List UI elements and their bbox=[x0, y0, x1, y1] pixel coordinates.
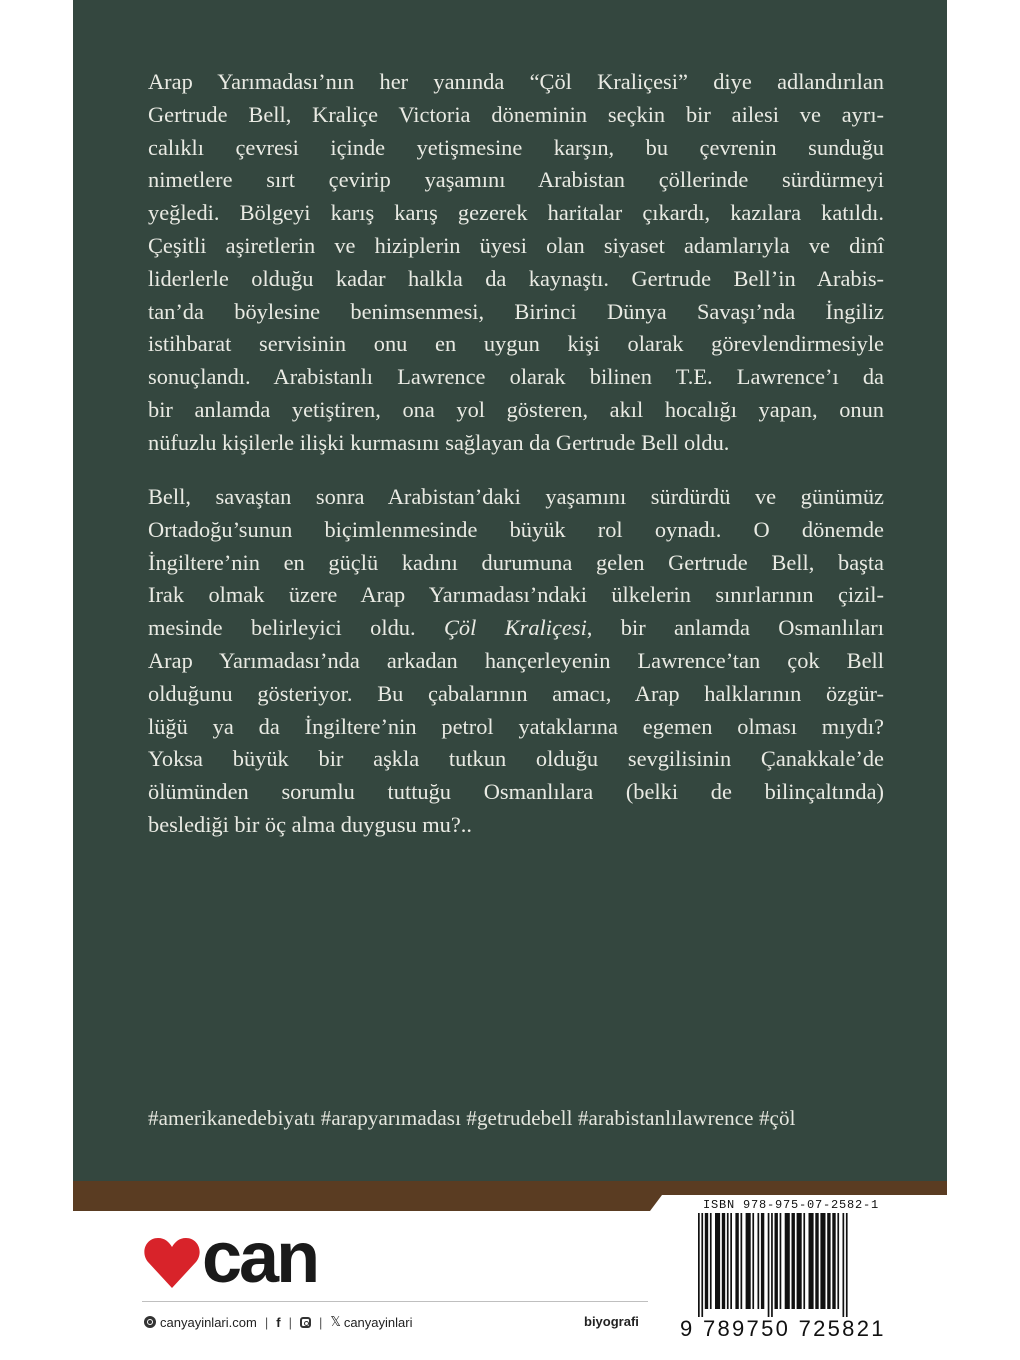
barcode-bar bbox=[780, 1213, 782, 1309]
barcode-bar bbox=[792, 1213, 795, 1309]
globe-icon bbox=[144, 1316, 156, 1328]
text-line: yeğledi. Bölgeyi karış karış gezerek haritalar çıkardı, kazılara katıldı. bbox=[148, 200, 884, 226]
text-line: İngiltere’nin en güçlü kadını durumuna gelen Gertrude Bell, başta bbox=[148, 549, 884, 575]
social-links bbox=[144, 1314, 412, 1330]
instagram-icon[interactable] bbox=[300, 1317, 311, 1328]
barcode-bar bbox=[735, 1213, 738, 1309]
title-suffix: , bir anlamda Osmanlıları bbox=[586, 615, 884, 641]
text-line: Yoksa büyük bir aşkla tutkun olduğu sevgilisinin Çanakkale’de bbox=[148, 746, 884, 772]
title-prefix: mesinde belirleyici oldu. bbox=[148, 615, 444, 641]
barcode-bar bbox=[846, 1213, 848, 1317]
barcode-bar bbox=[820, 1213, 825, 1309]
logo-wordmark: can bbox=[202, 1218, 318, 1298]
publisher-logo bbox=[142, 1218, 342, 1298]
text-line: olduğunu gösteriyor. Bu çabalarının amacı, Arap halklarının özgür- bbox=[148, 680, 884, 706]
text-line: Çeşitli aşiretlerin ve hiziplerin üyesi olan siyaset adamlarıyla ve dinî bbox=[148, 232, 884, 258]
text-line: Irak olmak üzere Arap Yarımadası’ndaki ülkelerin sınırlarının çizil- bbox=[148, 582, 884, 608]
barcode-digits: 9 789750 725821 bbox=[680, 1316, 886, 1341]
barcode-bar bbox=[758, 1213, 760, 1309]
x-twitter-icon: 𝕏 bbox=[330, 1314, 341, 1329]
separator: | bbox=[318, 1314, 323, 1330]
blurb-paragraph-1 bbox=[148, 66, 884, 460]
text-line: lüğü ya da İngiltere’nin petrol yataklarına egemen olması mıydı? bbox=[148, 713, 884, 739]
isbn-label: ISBN 978-975-07-2582-1 bbox=[703, 1198, 880, 1212]
barcode-bar bbox=[809, 1213, 814, 1309]
text-line: bir anlamda yetiştiren, ona yol gösteren, akıl hocalığı yapan, onun bbox=[148, 396, 884, 422]
barcode-bar bbox=[785, 1213, 790, 1309]
hashtags-line: #amerikanedebiyatı #arapyarımadası #getrudebell #arabistanlılawrence #çöl bbox=[148, 1106, 796, 1130]
barcode-bar bbox=[710, 1213, 712, 1309]
facebook-icon[interactable]: f bbox=[276, 1314, 281, 1330]
barcode-bar bbox=[698, 1213, 700, 1317]
barcode-bar bbox=[722, 1213, 725, 1309]
heart-icon bbox=[144, 1238, 199, 1288]
footer-divider bbox=[142, 1301, 648, 1302]
barcode-bar bbox=[815, 1213, 818, 1309]
barcode-bar bbox=[797, 1213, 802, 1309]
text-line: ölümünden sorumlu tuttuğu Osmanlılara (belki de bilinçaltında) bbox=[148, 779, 884, 805]
text-line: Arap Yarımadası’nda arkadan hançerleyenin Lawrence’tan çok Bell bbox=[148, 647, 884, 673]
separator: | bbox=[288, 1314, 292, 1330]
website-link[interactable]: canyayinlari.com bbox=[160, 1314, 257, 1330]
text-line: calıklı çevresi içinde yetişmesine karşın, bu çevrenin sunduğu bbox=[148, 134, 884, 160]
separator: | bbox=[264, 1314, 269, 1330]
barcode-bar bbox=[701, 1213, 703, 1317]
genre-label: biyografi bbox=[584, 1314, 639, 1329]
barcode-bar bbox=[768, 1213, 770, 1317]
text-line: tan’da böylesine benimsenmesi, Birinci Dünya Savaşı’nda İngiliz bbox=[148, 298, 884, 324]
blurb-paragraph-2 bbox=[148, 481, 884, 842]
text-line: beslediği bir öç alma duygusu mu?.. bbox=[148, 811, 472, 837]
text-line: istihbarat servisinin onu en uygun kişi olarak görevlendirmesiyle bbox=[148, 331, 884, 357]
text-line: Ortadoğu’sunun biçimlenmesinde büyük rol oynadı. O dönemde bbox=[148, 516, 884, 542]
text-line: liderlerle olduğu kadar halkla da kaynaştı. Gertrude Bell’in Arabis- bbox=[148, 265, 884, 291]
barcode-bar bbox=[832, 1213, 835, 1309]
barcode-bar bbox=[761, 1213, 764, 1309]
text-line: sonuçlandı. Arabistanlı Lawrence olarak bilinen T.E. Lawrence’ı da bbox=[148, 364, 884, 390]
text-line: nimetlere sırt çevirip yaşamını Arabistan çöllerinde sürdürmeyi bbox=[148, 167, 884, 193]
text-line-with-title bbox=[148, 612, 884, 645]
barcode-bar bbox=[843, 1213, 845, 1317]
barcode-bar bbox=[771, 1213, 773, 1317]
barcode-bar bbox=[715, 1213, 720, 1309]
text-line: Bell, savaştan sonra Arabistan’daki yaşamını sürdürdü ve günümüz bbox=[148, 484, 884, 509]
barcode-bar bbox=[730, 1213, 732, 1309]
barcode-bar bbox=[752, 1213, 754, 1309]
text-line: nüfuzlu kişilerle ilişki kurmasını sağlayan da Gertrude Bell oldu. bbox=[148, 429, 730, 455]
text-line: Arap Yarımadası’nın her yanında “Çöl Kraliçesi” diye adlandırılan bbox=[148, 69, 884, 94]
barcode-bar bbox=[746, 1213, 751, 1309]
barcode-bars bbox=[698, 1213, 880, 1317]
barcode-bar bbox=[775, 1213, 778, 1309]
barcode-bar bbox=[741, 1213, 743, 1309]
barcode-bar bbox=[827, 1213, 830, 1309]
twitter-handle-link[interactable]: canyayinlari bbox=[343, 1314, 413, 1330]
barcode-bar bbox=[705, 1213, 708, 1309]
barcode-bar bbox=[727, 1213, 729, 1309]
barcode-bar bbox=[803, 1213, 805, 1309]
barcode-bar bbox=[837, 1213, 839, 1309]
book-title-italic: Çöl Kraliçesi bbox=[443, 615, 587, 641]
text-line: Gertrude Bell, Kraliçe Victoria döneminin seçkin bir ailesi ve ayrı- bbox=[148, 101, 884, 127]
